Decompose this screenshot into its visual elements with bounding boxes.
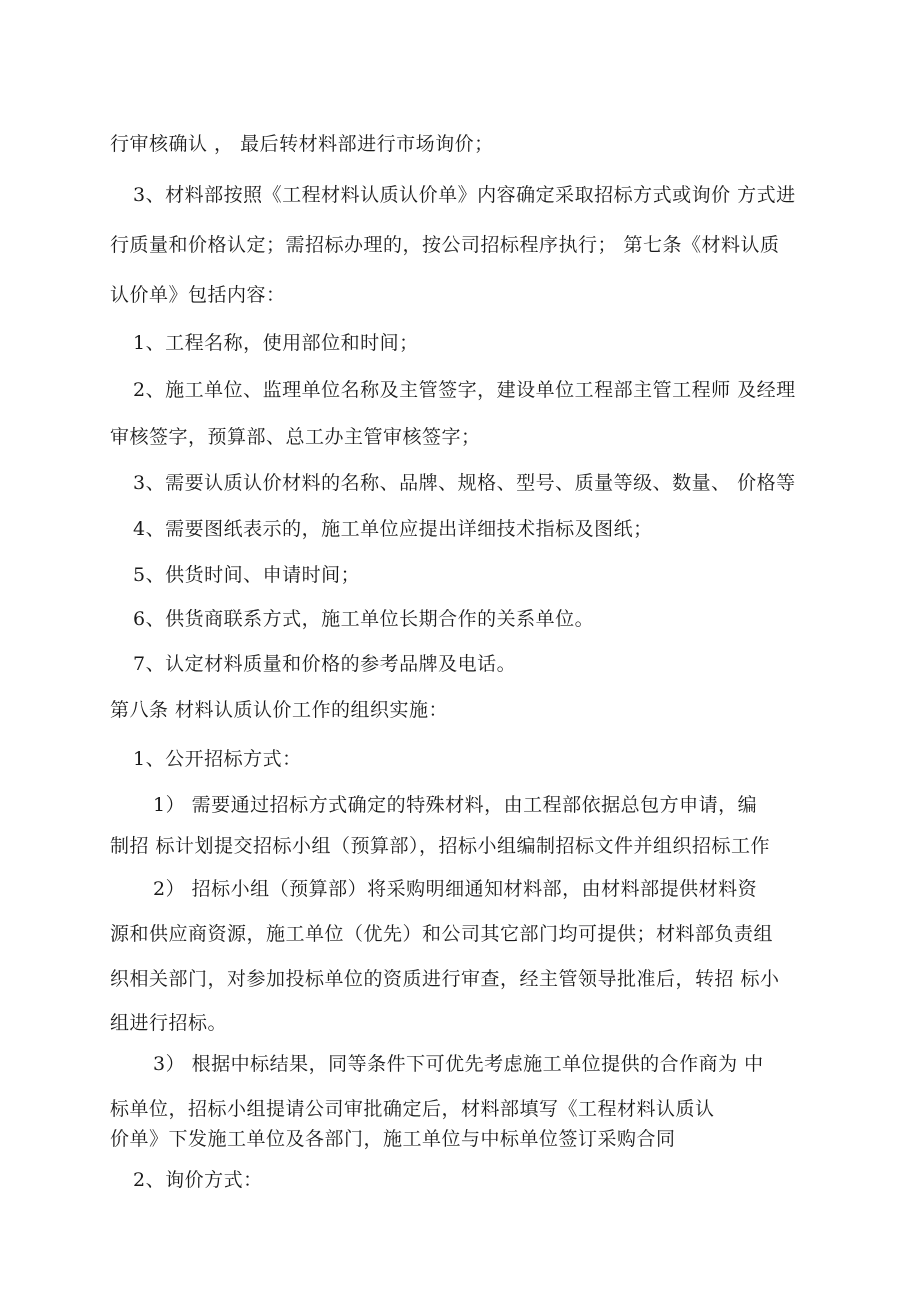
text-line: 1、工程名称，使用部位和时间； [133, 332, 419, 354]
text-line: 价单》下发施工单位及各部门，施工单位与中标单位签订采购合同 [110, 1128, 676, 1150]
text-line: 7、认定材料质量和价格的参考品牌及电话。 [133, 653, 517, 675]
text-line: 制招 标计划提交招标小组（预算部），招标小组编制招标文件并组织招标工作 [110, 835, 771, 857]
text-line: 6、供货商联系方式，施工单位长期合作的关系单位。 [133, 608, 595, 630]
section-heading: 第八条 材料认质认价工作的组织实施： [110, 699, 449, 721]
text-line: 1） 需要通过招标方式确定的特殊材料，由工程部依据总包方申请，编 [153, 794, 758, 816]
text-line: 5、供货时间、申请时间； [133, 564, 361, 586]
text-line: 3、材料部按照《工程材料认质认价单》内容确定采取招标方式或询价 方式进 [133, 184, 796, 206]
text-line: 源和供应商资源，施工单位（优先）和公司其它部门均可提供；材料部负责组 [110, 923, 774, 945]
text-line: 2、施工单位、监理单位名称及主管签字，建设单位工程部主管工程师 及经理 [133, 379, 796, 401]
text-line: 标单位，招标小组提请公司审批确定后，材料部填写《工程材料认质认 [110, 1098, 715, 1120]
text-line: 2、询价方式： [133, 1169, 263, 1191]
text-line: 3、需要认质认价材料的名称、品牌、规格、型号、质量等级、数量、 价格等 [133, 472, 796, 494]
text-line: 审核签字，预算部、总工办主管审核签字； [110, 426, 481, 448]
text-line: 认价单》包括内容： [110, 284, 286, 306]
text-line: 2） 招标小组（预算部）将采购明细通知材料部，由材料部提供材料资 [153, 878, 758, 900]
text-line: 1、公开招标方式： [133, 748, 302, 770]
text-line: 4、需要图纸表示的，施工单位应提出详细技术指标及图纸； [133, 518, 653, 540]
text-line: 行质量和价格认定；需招标办理的，按公司招标程序执行； 第七条《材料认质 [110, 234, 780, 256]
text-line: 行审核确认 ， 最后转材料部进行市场询价； [110, 133, 494, 155]
text-line: 织相关部门，对参加投标单位的资质进行审查，经主管领导批准后，转招 标小 [110, 968, 780, 990]
text-line: 3） 根据中标结果，同等条件下可优先考虑施工单位提供的合作商为 中 [153, 1053, 764, 1075]
text-line: 组进行招标。 [110, 1012, 228, 1034]
